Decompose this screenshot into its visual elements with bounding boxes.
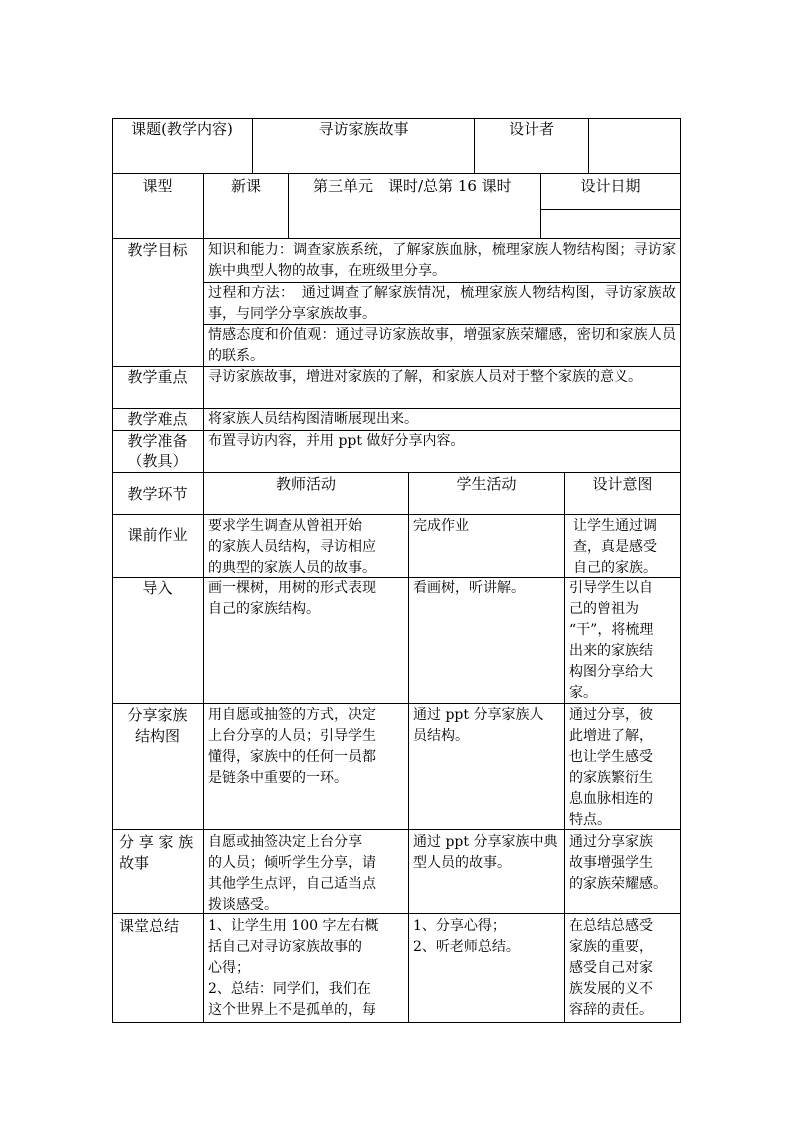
text-line: 感受自己对家	[569, 960, 653, 976]
text-line: 1、让学生用 100 字左右概	[208, 918, 379, 934]
text-line: 画一棵树，用树的形式表现	[208, 580, 376, 596]
text-line: 特点。	[569, 812, 611, 828]
text-line: 这个世界上不是孤单的，每	[208, 1002, 376, 1018]
intent-intro	[565, 578, 680, 704]
text-line: 族发展的义不	[569, 981, 653, 997]
text-line: 1、分享心得；	[413, 918, 506, 934]
goals-label: 教学目标	[127, 241, 188, 259]
intent-summary	[565, 916, 680, 1021]
text-line: 家族的重要，	[569, 939, 653, 955]
text-line: 故事增强学生	[569, 855, 653, 871]
text-line: 的家族人员结构，寻访相应	[208, 539, 376, 555]
col-student-header: 学生活动	[456, 475, 517, 493]
designer-label: 设计者	[508, 120, 554, 138]
text-line: 此增进了解，	[569, 728, 653, 744]
difficulty-value: 将家族人员结构图清晰展现出来。	[208, 411, 418, 427]
type-value: 新课	[230, 177, 261, 195]
text-line: 在总结总感受	[569, 918, 653, 934]
step-share-structure	[112, 705, 203, 747]
teacher-summary	[204, 916, 408, 1021]
student-summary	[409, 916, 564, 958]
text-line: 出来的家族结	[569, 643, 653, 659]
text-line: 家。	[569, 685, 597, 701]
text-line: 心得；	[208, 960, 250, 976]
step-intro: 导入	[142, 579, 173, 597]
text-line: 自己的家族结构。	[208, 601, 320, 617]
text-line: 的家族繁衍生	[569, 770, 653, 786]
text-line: 构图分享给大	[569, 664, 653, 680]
text-line: “干”，将梳理	[569, 622, 654, 638]
col-step-header: 教学环节	[127, 485, 188, 503]
text-line: 通过 ppt 分享家族中典	[413, 834, 558, 850]
step-pre-class: 课前作业	[127, 526, 188, 544]
text-line: 的人员；倾听学生分享，请	[208, 855, 376, 871]
preparation-label-line1: 教学准备	[127, 432, 188, 450]
text-line: 通过分享家族	[569, 834, 653, 850]
text-line: 分 享 家 族	[119, 833, 194, 851]
preparation-value: 布置寻访内容，并用 ppt 做好分享内容。	[208, 433, 465, 449]
text-line: 结构图	[134, 727, 180, 745]
goal-process: 过程和方法： 通过调查了解家族情况，梳理家族人物结构图，寻访家族故事，与同学分享家族故事。	[208, 285, 676, 322]
goal-knowledge: 知识和能力：调查家族系统，了解家族血脉，梳理家族人物结构图；寻访家族中典型人物的故事，在班级里分享。	[208, 242, 676, 279]
teacher-intro	[204, 578, 408, 620]
text-line: 是链条中重要的一环。	[208, 770, 348, 786]
text-line: 通过 ppt 分享家族人	[413, 707, 544, 723]
teacher-share-structure	[204, 705, 408, 789]
text-line: 看画树，听讲解。	[413, 580, 525, 596]
text-line: 查，真是感受	[573, 539, 657, 555]
text-line: 要求学生调查从曾祖开始	[208, 518, 362, 534]
preparation-label	[112, 431, 203, 471]
key-point-label: 教学重点	[127, 368, 188, 386]
text-line: 分享家族	[127, 706, 188, 724]
intent-share-story	[565, 832, 680, 895]
text-line: 自愿或抽签决定上台分享	[208, 834, 362, 850]
col-teacher-header: 教师活动	[275, 475, 336, 493]
topic-value: 寻访家族故事	[318, 120, 409, 138]
type-label: 课型	[142, 177, 173, 195]
text-line: 拨谈感受。	[208, 897, 278, 913]
difficulty-label: 教学难点	[127, 410, 188, 428]
text-line: 上台分享的人员；引导学生	[208, 728, 376, 744]
text-line: 懂得，家族中的任何一员都	[208, 749, 376, 765]
goal-emotion: 情感态度和价值观：通过寻访家族故事，增强家族荣耀感，密切和家族人员的联系。	[208, 327, 676, 364]
intent-pre-class	[565, 516, 680, 579]
text-line: 让学生通过调	[573, 518, 657, 534]
text-line: 引导学生以自	[569, 580, 653, 596]
text-line: 故事	[119, 854, 150, 872]
intent-share-structure	[565, 705, 680, 831]
text-line: 用自愿或抽签的方式，决定	[208, 707, 376, 723]
date-label: 设计日期	[580, 177, 641, 195]
student-share-structure	[409, 705, 564, 747]
text-line: 容辞的责任。	[569, 1002, 653, 1018]
key-point-value: 寻访家族故事，增进对家族的了解，和家族人员对于整个家族的意义。	[208, 369, 642, 385]
text-line: 型人员的故事。	[413, 855, 511, 871]
text-line: 完成作业	[413, 518, 469, 534]
text-line: 其他学生点评，自己适当点	[208, 876, 376, 892]
text-line: 的典型的家族人员的故事。	[208, 560, 376, 576]
text-line: 通过分享，彼	[569, 707, 653, 723]
step-summary: 课堂总结	[119, 917, 180, 935]
unit-hours: 第三单元 课时/总第 16 课时	[313, 177, 512, 195]
teacher-pre-class	[204, 516, 408, 579]
student-intro	[409, 578, 564, 599]
col-intent-header: 设计意图	[592, 475, 653, 493]
text-line: 也让学生感受	[569, 749, 653, 765]
teacher-share-story	[204, 832, 408, 916]
text-line: 括自己对寻访家族故事的	[208, 939, 362, 955]
step-share-story	[112, 832, 203, 874]
text-line: 己的曾祖为	[569, 601, 639, 617]
preparation-label-line2: （教具）	[127, 452, 188, 470]
text-line: 员结构。	[413, 728, 469, 744]
text-line: 2、总结：同学们，我们在	[208, 981, 371, 997]
student-share-story	[409, 832, 564, 874]
text-line: 2、听老师总结。	[413, 939, 520, 955]
text-line: 息血脉相连的	[569, 791, 653, 807]
text-line: 自己的家族。	[573, 560, 657, 576]
topic-label: 课题(教学内容)	[131, 120, 233, 138]
text-line: 的家族荣耀感。	[569, 876, 667, 892]
student-pre-class	[409, 516, 564, 537]
